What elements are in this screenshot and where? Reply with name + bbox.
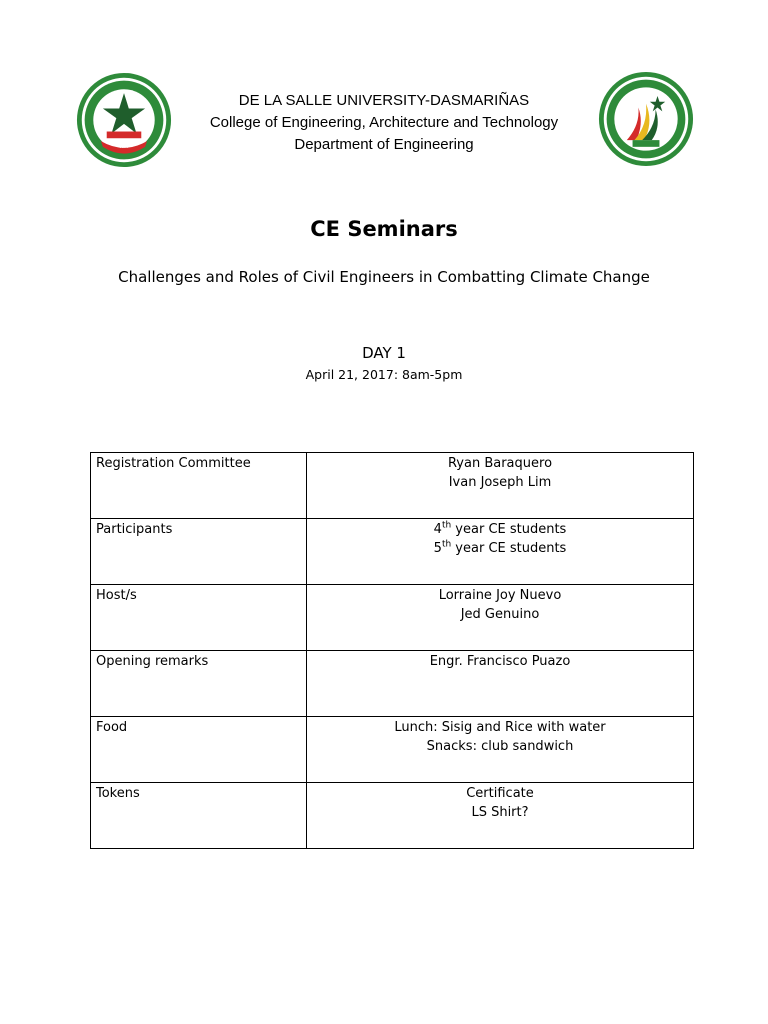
page-subtitle: Challenges and Roles of Civil Engineers in Combatting Climate Change bbox=[118, 268, 650, 286]
row-label: Tokens bbox=[91, 783, 307, 849]
row-value: 4th year CE students 5th year CE students bbox=[307, 519, 694, 585]
table-row bbox=[91, 717, 694, 783]
college-name: College of Engineering, Architecture and Technology bbox=[209, 114, 559, 131]
row-value: Certificate LS Shirt? bbox=[307, 783, 694, 849]
row-value: Lorraine Joy Nuevo Jed Genuino bbox=[307, 585, 694, 651]
table-row bbox=[91, 651, 694, 717]
row-value: Lunch: Sisig and Rice with water Snacks: club sandwich bbox=[307, 717, 694, 783]
row-label: Opening remarks bbox=[91, 651, 307, 717]
page-title: CE Seminars bbox=[310, 217, 458, 241]
table-row bbox=[91, 519, 694, 585]
row-label: Registration Committee bbox=[91, 453, 307, 519]
row-value: Ryan Baraquero Ivan Joseph Lim bbox=[307, 453, 694, 519]
table-row bbox=[91, 453, 694, 519]
date-label: April 21, 2017: 8am-5pm bbox=[305, 367, 463, 382]
seal-year: 1977 bbox=[119, 143, 129, 149]
letterhead bbox=[0, 90, 768, 156]
table-row bbox=[91, 585, 694, 651]
row-label: Host/s bbox=[91, 585, 307, 651]
table-row bbox=[91, 783, 694, 849]
schedule-table bbox=[90, 452, 694, 849]
row-label: Participants bbox=[91, 519, 307, 585]
day-label: DAY 1 bbox=[362, 344, 406, 362]
university-name: DE LA SALLE UNIVERSITY-DASMARIÑAS bbox=[238, 92, 530, 109]
department-name: Department of Engineering bbox=[294, 136, 474, 153]
row-value: Engr. Francisco Puazo bbox=[307, 651, 694, 717]
row-label: Food bbox=[91, 717, 307, 783]
